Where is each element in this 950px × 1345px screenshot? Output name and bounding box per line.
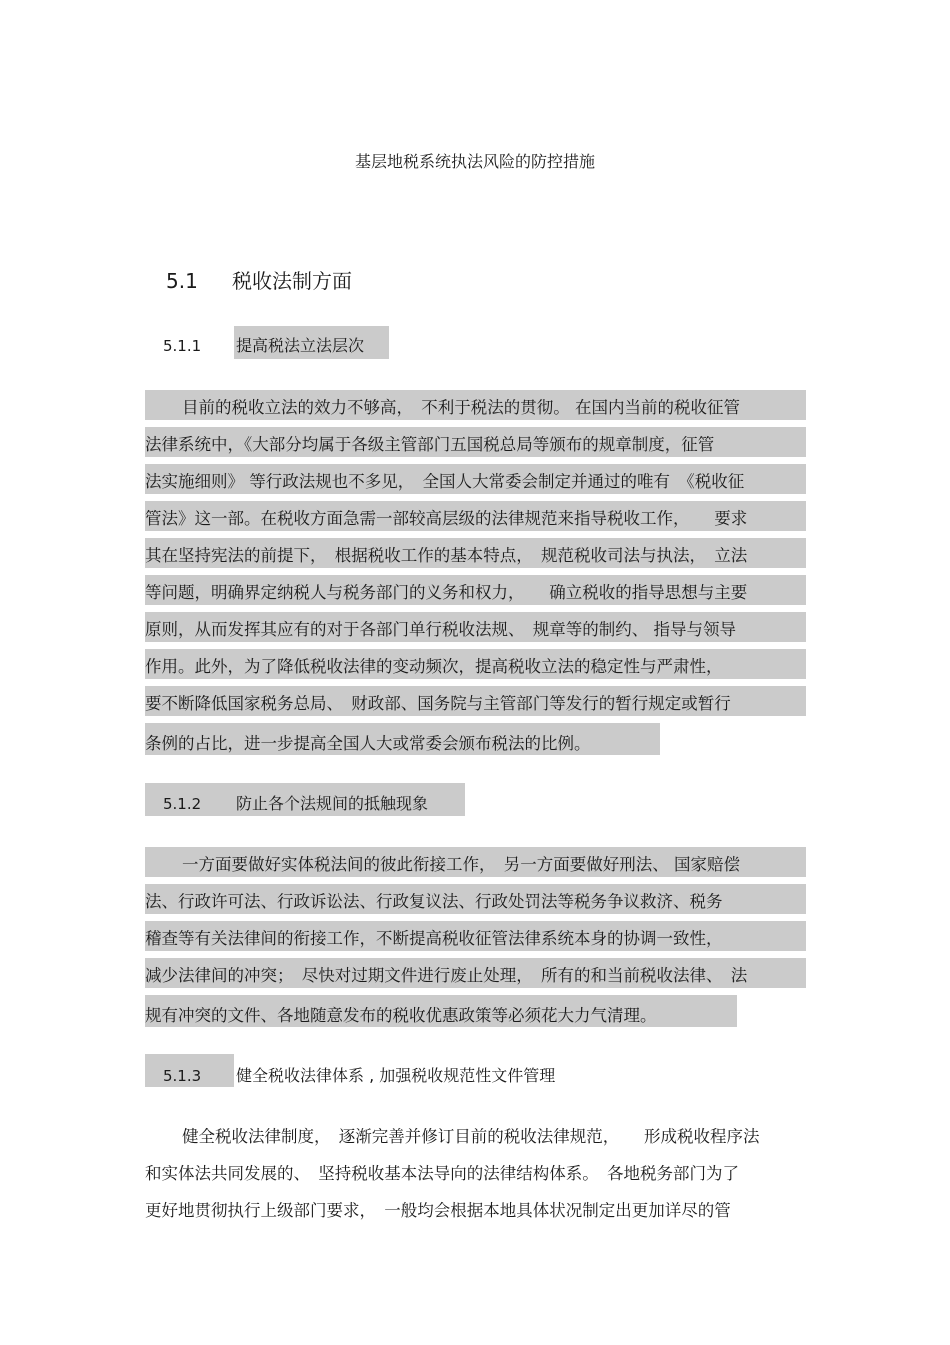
paragraph-line: 法、行政许可法、行政诉讼法、行政复议法、行政处罚法等税务争议救济、税务: [145, 892, 723, 911]
subsection-number: 5.1.1: [163, 337, 202, 355]
paragraph-line: 减少法律间的冲突； 尽快对过期文件进行废止处理， 所有的和当前税收法律、 法: [145, 966, 748, 985]
paragraph-line: 条例的占比，进一步提高全国人大或常委会颁布税法的比例。: [145, 734, 591, 753]
paragraph-line: 规有冲突的文件、各地随意发布的税收优惠政策等必须花大力气清理。: [145, 1006, 657, 1025]
subsection-number: 5.1.2: [163, 795, 202, 813]
paragraph-line: 管法》这一部。在税收方面急需一部较高层级的法律规范来指导税收工作， 要求: [145, 509, 748, 528]
paragraph-line: 原则，从而发挥其应有的对于各部门单行税收法规、 规章等的制约、 指导与领导: [145, 620, 736, 639]
subsection-title: 提高税法立法层次: [236, 336, 365, 355]
paragraph-line: 健全税收法律制度， 逐渐完善并修订目前的税收法律规范， 形成税收程序法: [182, 1127, 760, 1146]
paragraph-line: 目前的税收立法的效力不够高， 不利于税法的贯彻。 在国内当前的税收征管: [182, 398, 740, 417]
section-title: 税收法制方面: [232, 269, 352, 293]
paragraph-line: 法律系统中，《大部分均属于各级主管部门五国税总局等颁布的规章制度，征管: [145, 435, 715, 454]
paragraph-line: 其在坚持宪法的前提下， 根据税收工作的基本特点， 规范税收司法与执法， 立法: [145, 546, 748, 565]
subsection-title: 健全税收法律体系 , 加强税收规范性文件管理: [236, 1066, 556, 1085]
paragraph-line: 要不断降低国家税务总局、 财政部、国务院与主管部门等发行的暂行规定或暂行: [145, 694, 731, 713]
document-title: 基层地税系统执法风险的防控措施: [354, 152, 595, 171]
subsection-title: 防止各个法规间的抵触现象: [236, 794, 429, 813]
paragraph-line: 作用。此外，为了降低税收法律的变动频次，提高税收立法的稳定性与严肃性，: [145, 657, 723, 676]
paragraph-line: 一方面要做好实体税法间的彼此衔接工作， 另一方面要做好刑法、 国家赔偿: [182, 855, 740, 874]
paragraph-line: 和实体法共同发展的、 坚持税收基本法导向的法律结构体系。 各地税务部门为了: [145, 1164, 739, 1183]
subsection-number: 5.1.3: [163, 1067, 202, 1085]
paragraph-line: 稽查等有关法律间的衔接工作，不断提高税收征管法律系统本身的协调一致性，: [145, 929, 723, 948]
paragraph-line: 更好地贯彻执行上级部门要求， 一般均会根据本地具体状况制定出更加详尽的管: [145, 1201, 731, 1220]
paragraph-line: 等问题，明确界定纳税人与税务部门的义务和权力， 确立税收的指导思想与主要: [145, 583, 748, 602]
section-number: 5.1: [166, 269, 198, 293]
paragraph-line: 法实施细则》 等行政法规也不多见， 全国人大常委会制定并通过的唯有 《税收征: [145, 472, 745, 491]
